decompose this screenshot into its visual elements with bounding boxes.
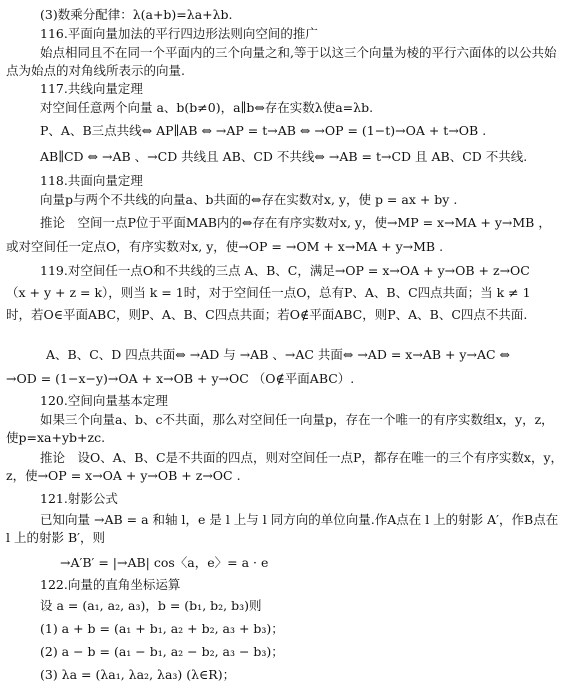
paragraph-116: 始点相同且不在同一个平面内的三个向量之和,等于以这三个向量为棱的平行六面体的以公共始点为始点的对角线所表示的向量. [6, 45, 557, 78]
line-distributive-law: (3)数乘分配律：λ(a+b)=λa+λb. [40, 7, 233, 22]
heading-117: 117.共线向量定理 [40, 81, 143, 96]
line-corollary-118a: 推论 空间一点P位于平面MAB内的⇔存在有序实数对x, y，使→MP = x→MA + y→MB ， [40, 215, 551, 230]
paragraph-120-corollary: 推论 设O、A、B、C是不共面的四点，则对空间任一点P，都存在唯一的三个有序实数x，y，z，使→OP = x→OA + y→OB + z→OC . [6, 450, 564, 483]
heading-121: 121.射影公式 [40, 491, 118, 506]
line-scalar-multiplication: (3) λa = (λa₁, λa₂, λa₃) (λ∈R)； [40, 667, 236, 682]
paragraph-120: 如果三个向量a、b、c不共面，那么对空间任一向量p，存在一个唯一的有序实数组x，y，z，使p=xa+yb+zc. [6, 412, 554, 445]
line-projection-formula: →A′B′ = |→AB| cos〈a，e〉= a · e [60, 555, 269, 570]
line-subtraction: (2) a − b = (a₁ − b₁, a₂ − b₂, a₃ − b₃)； [40, 644, 284, 659]
line-coplanar-theorem: 向量p与两个不共线的向量a、b共面的⇔存在实数对x, y，使 p = ax + by . [40, 192, 458, 207]
line-three-points-collinear: P、A、B三点共线⇔ AP∥AB ⇔ →AP = t→AB ⇔ →OP = (1−t)→OA + t→OB . [40, 123, 487, 138]
line-parallel-lines: AB∥CD ⇔ →AB 、→CD 共线且 AB、CD 不共线⇔ →AB = t→CD 且 AB、CD 不共线. [40, 149, 528, 164]
paragraph-121: 已知向量 →AB = a 和轴 l，e 是 l 上与 l 同方向的单位向量.作A点在 l 上的射影 A′，作B点在 l 上的射影 B′，则 [6, 512, 559, 545]
line-coordinates-def: 设 a = (a₁, a₂, a₃)，b = (b₁, b₂, b₃)则 [40, 598, 262, 613]
line-119c: 时，若O∈平面ABC，则P、A、B、C四点共面；若O∉平面ABC，则P、A、B、C四点不共面. [6, 307, 528, 322]
heading-122: 122.向量的直角坐标运算 [40, 577, 181, 592]
line-119a: 119.对空间任一点O和不共线的三点 A、B、C，满足→OP = x→OA + y→OB + z→OC [40, 263, 530, 278]
line-four-points-coplanar: A、B、C、D 四点共面⇔ →AD 与 →AB 、→AC 共面⇔ →AD = x→AB + y→AC ⇔ [46, 347, 511, 362]
heading-116: 116.平面向量加法的平行四边形法则向空间的推广 [40, 26, 318, 41]
line-collinear-theorem: 对空间任意两个向量 a、b(b≠0)，a∥b⇔存在实数λ使a=λb. [40, 100, 374, 115]
heading-120: 120.空间向量基本定理 [40, 393, 168, 408]
line-119b: （x + y + z = k），则当 k = 1时，对于空间任一点O，总有P、A、B、C四点共面；当 k ≠ 1 [6, 285, 531, 300]
line-addition: (1) a + b = (a₁ + b₁, a₂ + b₂, a₃ + b₃)； [40, 621, 284, 636]
line-corollary-118b: 或对空间任一定点O，有序实数对x, y，使→OP = →OM + x→MA + y→MB . [6, 239, 444, 254]
heading-118: 118.共面向量定理 [40, 173, 143, 188]
line-od-expression: →OD = (1−x−y)→OA + x→OB + y→OC （O∉平面ABC）. [6, 371, 355, 386]
